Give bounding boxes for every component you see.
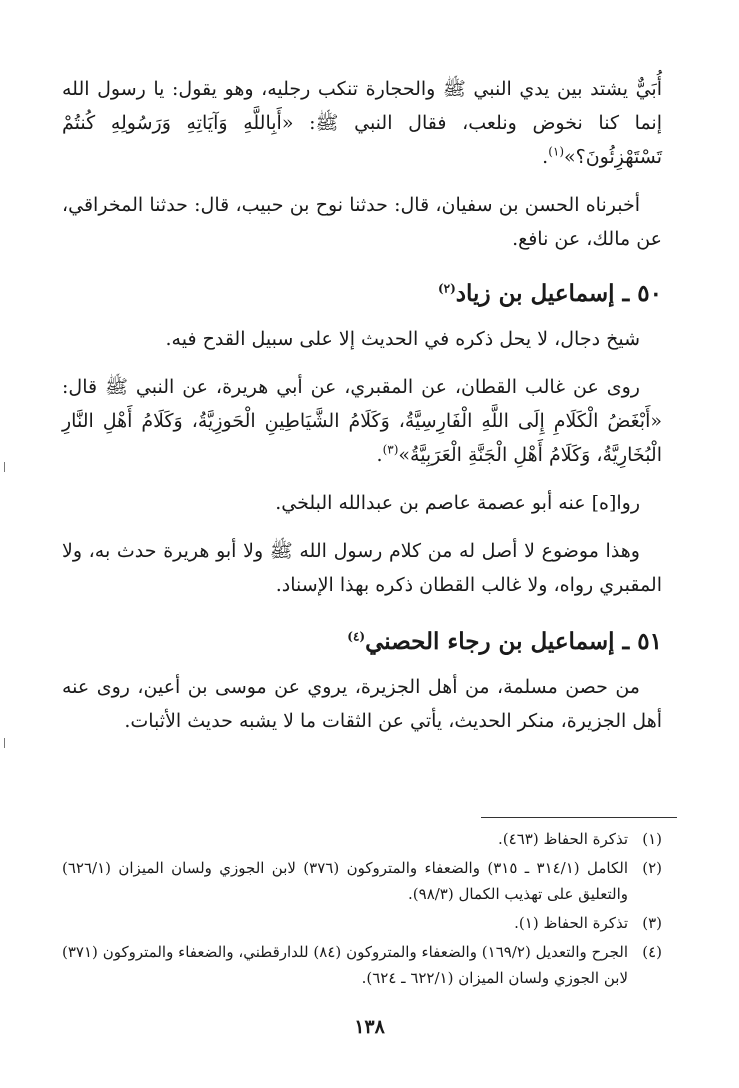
verdict-line-2: حدث به، ولا المقبري رواه، ولا غالب القطان ذكره بهذا الإسناد. bbox=[62, 540, 662, 596]
footnote-text: الكامل (٣١٤/١ ـ ٣١٥) والضعفاء والمتروكون (٣٧٦) لابن الجوزي ولسان الميزان (٦٢٦/١) والتعليق على تهذيب الكمال (٩٨/٣). bbox=[62, 859, 629, 903]
intro-line-3-end: . bbox=[542, 146, 549, 168]
footnote-text: الجرح والتعديل (١٦٩/٢) والضعفاء والمتروكون (٨٤) للدارقطني، والضعفاء والمتروكون (٣٧١) لابن الجوزي ولسان الميزان (٦٢٢/١ ـ ٦٢٤). bbox=[62, 943, 628, 987]
footnote-text: تذكرة الحفاظ (٤٦٣). bbox=[498, 830, 628, 848]
hadith-line-3: النَّارِ الْبُخَارِيَّةُ، وَكَلَامُ أَهْلِ الْجَنَّةِ الْعَرَبِيَّةُ» bbox=[62, 410, 662, 466]
hadith-line-1: روى عن غالب القطان، عن المقبري، عن أبي هريرة، عن النبي ﷺ bbox=[105, 376, 640, 398]
footnote-3 bbox=[62, 910, 662, 936]
entry-51-line-3: الأثبات. bbox=[124, 710, 182, 732]
entry-51-title bbox=[62, 622, 662, 662]
footnote-number: (٢) bbox=[642, 859, 662, 877]
footnote-ref-2[interactable]: (٢) bbox=[437, 281, 456, 296]
footnote-divider bbox=[481, 817, 677, 818]
entry-50-description: شيخ دجال، لا يحل ذكره في الحديث إلا على سبيل القدح فيه. bbox=[165, 328, 640, 350]
footnote-ref-1[interactable]: (١) bbox=[548, 144, 565, 159]
footnote-4 bbox=[62, 939, 662, 991]
chain-line-2: المخراقي، عن مالك، عن نافع. bbox=[62, 194, 662, 250]
hadith-line-2: قال: «أَبْغَضُ الْكَلَامِ إِلَى اللَّهِ الْفَارِسِيَّةُ، وَكَلَامُ الشَّيَاطِينِ الْحَوزِيَّةُ، وَكَلَامُ أَهْلِ bbox=[62, 376, 662, 432]
footnotes bbox=[62, 826, 662, 994]
chain-line-1: أخبرناه الحسن بن سفيان، قال: حدثنا نوح بن حبيب، قال: حدثنا bbox=[149, 194, 641, 216]
entry-51-line-2: روى عنه أهل الجزيرة، منكر الحديث، يأتي عن الثقات ما لا يشبه حديث bbox=[62, 676, 662, 732]
intro-paragraph bbox=[62, 72, 662, 174]
page-number: ١٣٨ bbox=[354, 1016, 385, 1038]
footnote-text: تذكرة الحفاظ (١). bbox=[514, 914, 628, 932]
entry-50-hadith bbox=[62, 370, 662, 472]
footnote-number: (١) bbox=[642, 830, 662, 848]
entry-51-title-text: ٥١ ـ إسماعيل بن رجاء الحصني bbox=[365, 628, 662, 655]
entry-50-verdict bbox=[62, 534, 662, 602]
footnote-2 bbox=[62, 855, 662, 907]
entry-51-description bbox=[62, 670, 662, 738]
footnote-ref-4[interactable]: (٤) bbox=[347, 629, 366, 644]
scan-edge-mark bbox=[4, 738, 5, 748]
footnote-1 bbox=[62, 826, 662, 852]
footnote-number: (٤) bbox=[642, 943, 662, 961]
intro-line-3: كُنتُمْ تَسْتَهْزِئُونَ؟» bbox=[62, 112, 662, 168]
intro-line-2: رسول الله إنما كنا نخوض ونلعب، فقال النبي ﷺ: «أَبِاللَّهِ وَآيَاتِهِ وَرَسُولِهِ bbox=[62, 78, 662, 134]
entry-50-title bbox=[62, 274, 662, 314]
verdict-line-1: وهذا موضوع لا أصل له من كلام رسول الله ﷺ ولا أبو هريرة bbox=[163, 540, 640, 562]
page-body bbox=[62, 72, 662, 738]
footnote-number: (٣) bbox=[642, 914, 662, 932]
entry-50-title-text: ٥٠ ـ إسماعيل بن زياد bbox=[455, 280, 662, 307]
scan-edge-mark bbox=[4, 462, 5, 472]
footnote-ref-3[interactable]: (٣) bbox=[382, 442, 399, 457]
hadith-line-3-end: . bbox=[376, 444, 383, 466]
intro-line-1: أُبَيٌّ يشتد بين يدي النبي ﷺ والحجارة تنكب رجليه، وهو يقول: يا bbox=[153, 78, 662, 100]
entry-50-narrator: روا[ه] عنه أبو عصمة عاصم بن عبدالله البلخي. bbox=[275, 492, 640, 514]
chain-paragraph bbox=[62, 188, 662, 256]
entry-51-line-1: من حصن مسلمة، من أهل الجزيرة، يروي عن موسى بن أعين، bbox=[137, 676, 640, 698]
